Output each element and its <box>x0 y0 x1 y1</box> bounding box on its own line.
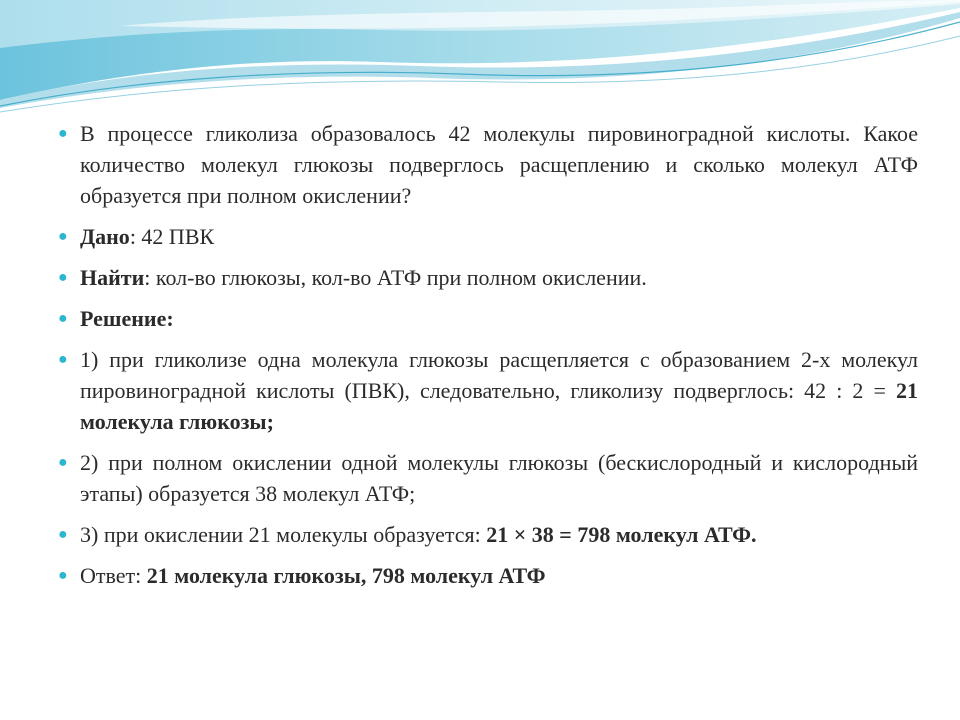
list-item-step-2 <box>58 447 918 509</box>
step-1-result: 21 молекула глюкозы; <box>80 378 918 434</box>
bullet-icon: ● <box>58 351 68 368</box>
answer-label: Ответ: <box>80 563 147 588</box>
list-item-solution-heading <box>58 303 918 334</box>
bullet-icon: ● <box>58 310 68 327</box>
step-2-text: 2) при полном окислении одной молекулы глюкозы (бескислородный и кислородный этапы) образуется 38 молекул АТФ; <box>80 450 918 506</box>
bullet-icon: ● <box>58 125 68 142</box>
bullet-icon: ● <box>58 526 68 543</box>
solution-label: Решение: <box>80 306 174 331</box>
given-label: Дано <box>80 224 130 249</box>
header-wave-decoration <box>0 0 960 120</box>
list-item-given <box>58 221 918 252</box>
list-item-step-3 <box>58 519 918 550</box>
list-item-step-1 <box>58 344 918 437</box>
bullet-icon: ● <box>58 228 68 245</box>
find-text: : кол-во глюкозы, кол-во АТФ при полном окислении. <box>144 265 647 290</box>
list-item-problem <box>58 118 918 211</box>
given-text: : 42 ПВК <box>129 224 215 249</box>
bullet-icon: ● <box>58 269 68 286</box>
list-item-answer <box>58 560 918 591</box>
problem-text: В процессе гликолиза образовалось 42 молекулы пировиноградной кислоты. Какое количество молекул глюкозы подверглось расщеплению и сколько молекул АТФ образуется при полном окислении? <box>80 121 918 208</box>
slide-body <box>58 118 918 601</box>
list-item-find <box>58 262 918 293</box>
step-3-result: 21 × 38 = 798 молекул АТФ. <box>486 522 757 547</box>
step-1-text: 1) при гликолизе одна молекула глюкозы расщепляется с образованием 2-х молекул пировиноградной кислоты (ПВК), следовательно, гликолизу подверглось: 42 : 2 = <box>80 347 918 403</box>
bullet-icon: ● <box>58 454 68 471</box>
bullet-icon: ● <box>58 567 68 584</box>
step-3-text: 3) при окислении 21 молекулы образуется: <box>80 522 487 547</box>
find-label: Найти <box>80 265 145 290</box>
answer-result: 21 молекула глюкозы, 798 молекул АТФ <box>146 563 546 588</box>
